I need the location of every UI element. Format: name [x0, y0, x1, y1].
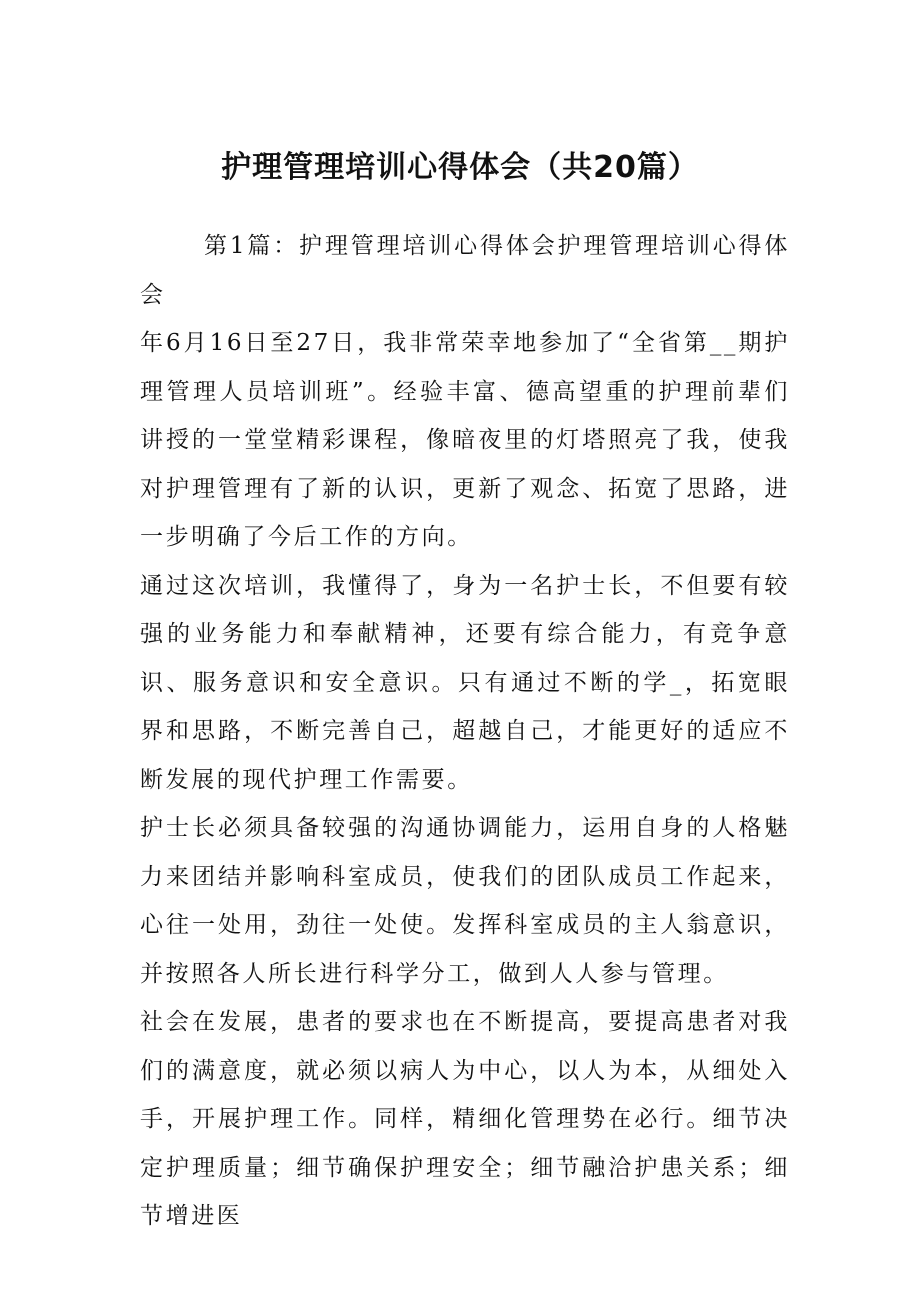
body-paragraph: 社会在发展，患者的要求也在不断提高，要提高患者对我们的满意度，就必须以病人为中心，以人为本，从细处入手，开展护理工作。同样，精细化管理势在必行。细节决定护理质量；细节确保护理安全；细节融洽护患关系；细节增进医 [140, 1009, 790, 1229]
body-paragraph: 通过这次培训，我懂得了，身为一名护士长，不但要有较强的业务能力和奉献精神，还要有综合能力，有竞争意识、服务意识和安全意识。只有通过不断的学_，拓宽眼界和思路，不断完善自己，超越自己，才能更好的适应不断发展的现代护理工作需要。 [140, 572, 790, 793]
document-title: 护理管理培训心得体会（共20篇） [221, 150, 699, 185]
body-paragraph: 护士长必须具备较强的沟通协调能力，运用自身的人格魅力来团结并影响科室成员，使我们的团队成员工作起来，心往一处用，劲往一处使。发挥科室成员的主人翁意识，并按照各人所长进行科学分工，做到人人参与管理。 [140, 815, 790, 987]
document-body [140, 222, 790, 1241]
body-paragraph: 年6月16日至27日，我非常荣幸地参加了“全省第__期护理管理人员培训班”。经验丰富、德高望重的护理前辈们讲授的一堂堂精彩课程，像暗夜里的灯塔照亮了我，使我对护理管理有了新的认识，更新了观念、拓宽了思路，进一步明确了今后工作的方向。 [140, 330, 790, 550]
section-heading-paragraph: 第1篇：护理管理培训心得体会护理管理培训心得体会 [140, 233, 790, 308]
